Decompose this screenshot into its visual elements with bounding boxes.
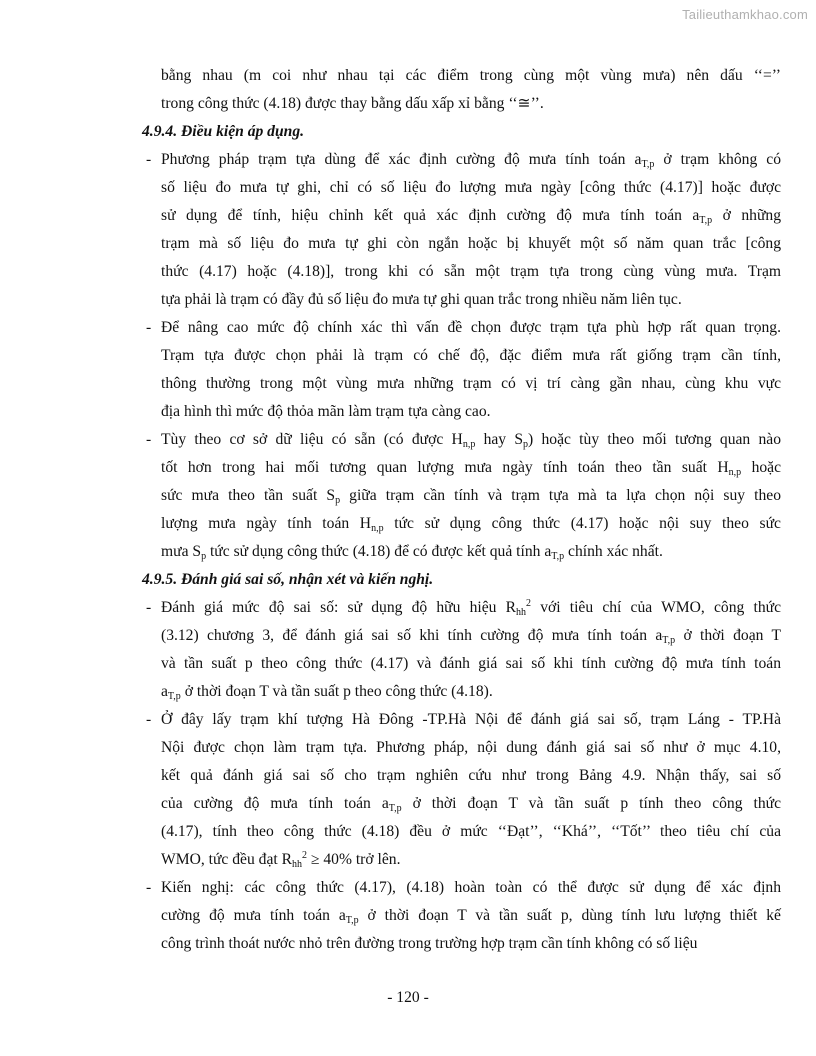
text-run: và tần suất p theo công thức (4.17) và đánh giá sai số khi tính cường độ mưa tính toán — [161, 655, 781, 672]
text-line — [161, 846, 781, 874]
text-line — [146, 146, 782, 174]
subscript: hh — [292, 859, 303, 870]
text-line — [161, 230, 781, 258]
text-line — [161, 286, 781, 314]
subscript: T,p — [345, 915, 359, 926]
text-line — [161, 454, 781, 482]
section-heading — [142, 118, 782, 146]
superscript: 2 — [302, 850, 308, 861]
text-run: ở trạm không có — [654, 151, 782, 168]
text-line — [161, 370, 781, 398]
text-line — [161, 762, 781, 790]
text-run: của cường độ mưa tính toán a — [161, 795, 389, 812]
text-run: 4.9.4. Điều kiện áp dụng. — [142, 123, 305, 140]
bullet-dash: - — [146, 711, 152, 728]
subscript: T,p — [641, 159, 655, 170]
text-run: sử dụng để tính, hiệu chỉnh kết quả xác định cường độ mưa tính toán a — [161, 207, 700, 224]
text-run: hay S — [475, 431, 524, 448]
text-run: sức mưa theo tần suất S — [161, 487, 336, 504]
text-run: trạm mà số liệu đo mưa tự ghi còn ngắn hoặc bị khuyết một số năm quan trắc [công — [161, 235, 781, 252]
text-line — [161, 342, 781, 370]
text-run: WMO, tức đều đạt R — [161, 851, 293, 868]
text-line — [146, 426, 781, 454]
text-run: (4.17), tính theo công thức (4.18) đều ở mức ‘‘Đạt’’, ‘‘Khá’’, ‘‘Tốt’’ theo tiêu chí của — [161, 823, 781, 840]
text-run: Phương pháp trạm tựa dùng để xác định cường độ mưa tính toán a — [161, 151, 642, 168]
text-run: ở thời đoạn T và tần suất p tính theo công thức — [401, 795, 781, 812]
bullet-dash: - — [146, 151, 152, 168]
text-line — [161, 734, 781, 762]
text-run: tựa phải là trạm có đầy đủ số liệu đo mưa tự ghi quan trắc trong nhiều năm liên tục. — [161, 291, 682, 308]
bullet-dash: - — [146, 319, 152, 336]
subscript: n,p — [462, 439, 476, 450]
text-line — [161, 790, 781, 818]
text-run: Tùy theo cơ sở dữ liệu có sẵn (có được H — [161, 431, 463, 448]
text-run: a — [161, 683, 168, 700]
text-run: Kiến nghị: các công thức (4.17), (4.18) hoàn toàn có thể được sử dụng để xác định — [161, 879, 781, 896]
text-line — [146, 594, 781, 622]
text-run: tức sử dụng công thức (4.18) để có được kết quả tính a — [206, 543, 552, 560]
text-line — [161, 622, 781, 650]
text-line — [161, 202, 781, 230]
text-run: ở thời đoạn T và tần suất p, dùng tính lưu lượng thiết kế — [358, 907, 781, 924]
text-run: kết quả đánh giá sai số cho trạm nghiên cứu như trong Bảng 4.9. Nhận thấy, sai số — [161, 767, 781, 784]
subscript: T,p — [167, 691, 181, 702]
text-run: (3.12) chương 3, để đánh giá sai số khi tính cường độ mưa tính toán a — [161, 627, 663, 644]
text-run: Nội được chọn làm trạm tựa. Phương pháp, nội dung đánh giá sai số như ở mục 4.10, — [161, 739, 781, 756]
subscript: T,p — [662, 635, 676, 646]
text-run: ) hoặc tùy theo mối tương quan nào — [528, 431, 781, 448]
text-run: mưa S — [161, 543, 202, 560]
subscript: n,p — [371, 523, 384, 534]
superscript: 2 — [526, 598, 532, 609]
section-heading — [142, 566, 782, 594]
text-line — [146, 314, 781, 342]
text-line — [161, 398, 781, 426]
text-run: Đánh giá mức độ sai số: sử dụng độ hữu hiệu R — [161, 599, 517, 616]
text-run: cường độ mưa tính toán a — [161, 907, 346, 924]
text-run: lượng mưa ngày tính toán H — [161, 515, 372, 532]
text-run: chính xác nhất. — [564, 543, 663, 560]
text-line — [161, 818, 781, 846]
subscript: p — [335, 495, 341, 506]
text-run: địa hình thì mức độ thỏa mãn làm trạm tựa càng cao. — [161, 403, 491, 420]
watermark: Tailieuthamkhao.com — [682, 7, 808, 22]
text-run: thông thường trong một vùng mưa những trạm có vị trí càng gần nhau, cùng khu vực — [161, 375, 781, 392]
text-line — [161, 90, 781, 118]
text-line — [146, 874, 781, 902]
text-run: giữa trạm cần tính và trạm tựa mà ta lựa chọn nội suy theo — [340, 487, 781, 504]
text-run: ở thời đoạn T và tần suất p theo công thức (4.18). — [180, 683, 493, 700]
subscript: n,p — [728, 467, 742, 478]
text-run: số liệu đo mưa tự ghi, chỉ có số liệu đo lượng mưa ngày [công thức (4.17)] hoặc được — [161, 179, 781, 196]
subscript: p — [523, 439, 529, 450]
text-run: trong công thức (4.18) được thay bằng dấu xấp xỉ bằng ‘‘≅’’. — [161, 95, 544, 112]
text-run: thức (4.17) hoặc (4.18)], trong khi có sẵn một trạm tựa trong cùng vùng mưa. Trạm — [161, 263, 781, 280]
text-run: Để nâng cao mức độ chính xác thì vấn đề chọn được trạm tựa phù hợp rất quan trọng. — [161, 319, 781, 336]
text-line — [161, 902, 781, 930]
subscript: p — [201, 551, 207, 562]
text-line — [161, 258, 781, 286]
text-line — [161, 678, 781, 706]
subscript: T,p — [699, 215, 713, 226]
text-run: ở những — [712, 207, 781, 224]
subscript: T,p — [551, 551, 565, 562]
page-number: - 120 - — [387, 989, 429, 1006]
text-line — [161, 482, 781, 510]
text-run: bằng nhau (m coi như nhau tại các điểm trong cùng một vùng mưa) nên dấu ‘‘=’’ — [161, 67, 781, 84]
text-line — [161, 538, 781, 566]
text-line — [161, 930, 781, 958]
text-run: Trạm tựa được chọn phải là trạm có chế độ, đặc điểm mưa rất giống trạm cần tính, — [161, 347, 781, 364]
subscript: hh — [516, 607, 527, 618]
text-run: công trình thoát nước nhỏ trên đường trong trường hợp trạm cần tính không có số liệu — [161, 935, 698, 952]
bullet-dash: - — [146, 431, 152, 448]
text-run: 4.9.5. Đánh giá sai số, nhận xét và kiến nghị. — [142, 571, 434, 588]
text-run: tốt hơn trong hai mối tương quan lượng mưa ngày tính toán theo tần suất H — [161, 459, 729, 476]
text-run: hoặc — [741, 459, 781, 476]
text-run: với tiêu chí của WMO, công thức — [531, 599, 781, 616]
text-run: Ở đây lấy trạm khí tượng Hà Đông -TP.Hà Nội để đánh giá sai số, trạm Láng - TP.Hà — [161, 711, 781, 728]
bullet-dash: - — [146, 879, 152, 896]
text-line — [146, 706, 781, 734]
bullet-dash: - — [146, 599, 152, 616]
subscript: T,p — [388, 803, 402, 814]
text-run: tức sử dụng công thức (4.17) hoặc nội suy theo sức — [383, 515, 781, 532]
text-line — [161, 62, 781, 90]
text-line — [161, 650, 781, 678]
text-run: ≥ 40% trở lên. — [307, 851, 401, 868]
text-line — [161, 510, 781, 538]
text-line — [161, 174, 781, 202]
text-run: ở thời đoạn T — [675, 627, 781, 644]
